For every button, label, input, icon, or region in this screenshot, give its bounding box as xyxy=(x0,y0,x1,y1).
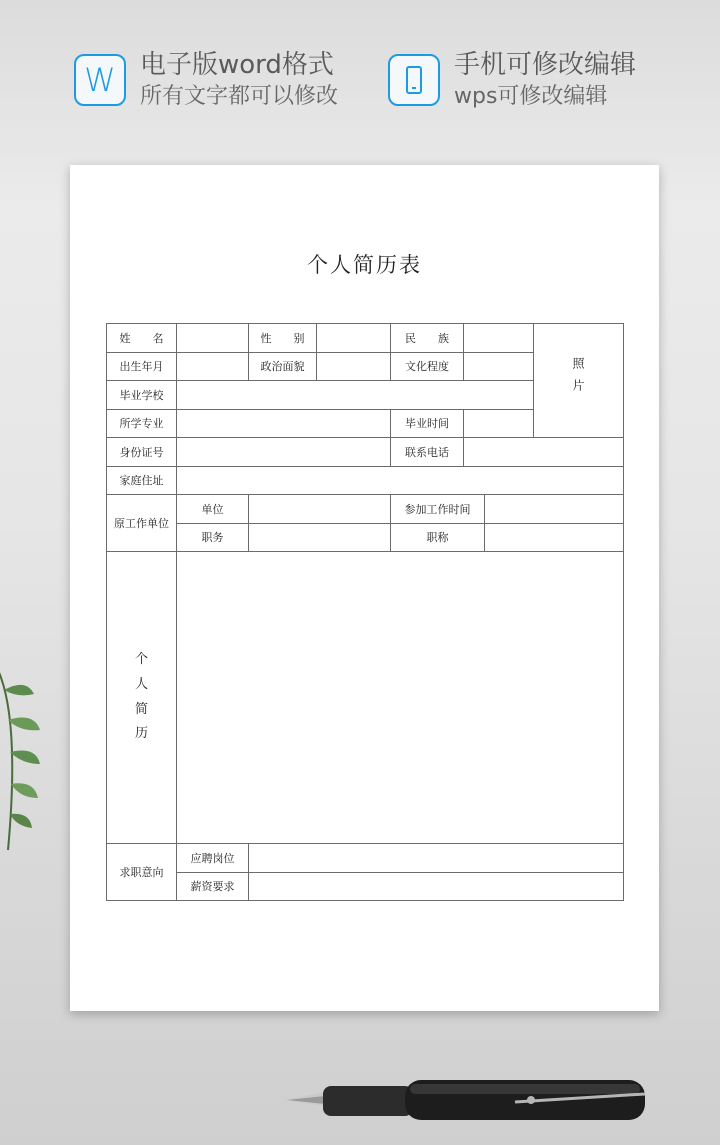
field-school[interactable] xyxy=(177,381,534,410)
field-address[interactable] xyxy=(177,466,624,495)
phone-feature-title: 手机可修改编辑 xyxy=(454,50,637,80)
field-salary[interactable] xyxy=(249,872,624,901)
field-id-number[interactable] xyxy=(177,438,391,467)
word-feature-subtitle: 所有文字都可以修改 xyxy=(140,84,339,109)
label-former-employer: 原工作单位 xyxy=(107,495,177,552)
label-title-rank: 职称 xyxy=(391,523,485,552)
field-major[interactable] xyxy=(177,409,391,438)
label-birth: 出生年月 xyxy=(107,352,177,381)
field-political[interactable] xyxy=(317,352,391,381)
field-birth[interactable] xyxy=(177,352,249,381)
feature-phone xyxy=(388,52,636,108)
field-position[interactable] xyxy=(249,844,624,873)
field-resume[interactable] xyxy=(177,552,624,844)
label-phone: 联系电话 xyxy=(391,438,464,467)
label-political: 政治面貌 xyxy=(249,352,317,381)
field-grad-time[interactable] xyxy=(464,409,534,438)
field-ethnicity[interactable] xyxy=(464,324,534,353)
label-school: 毕业学校 xyxy=(107,381,177,410)
field-work-start[interactable] xyxy=(485,495,624,524)
document-title: 个人简历表 xyxy=(307,253,422,277)
field-name[interactable] xyxy=(177,324,249,353)
label-salary: 薪资要求 xyxy=(177,872,249,901)
word-icon: W xyxy=(74,54,126,106)
resume-table xyxy=(106,323,624,901)
label-unit: 单位 xyxy=(177,495,249,524)
label-resume-text: 个人简历 xyxy=(134,652,148,742)
label-duty: 职务 xyxy=(177,523,249,552)
label-ethnicity: 民 族 xyxy=(391,324,464,353)
phone-feature-subtitle: wps可修改编辑 xyxy=(454,84,608,109)
label-major: 所学专业 xyxy=(107,409,177,438)
field-education[interactable] xyxy=(464,352,534,381)
label-work-start: 参加工作时间 xyxy=(391,495,485,524)
field-unit[interactable] xyxy=(249,495,391,524)
field-duty[interactable] xyxy=(249,523,391,552)
label-address: 家庭住址 xyxy=(107,466,177,495)
label-grad-time: 毕业时间 xyxy=(391,409,464,438)
field-phone[interactable] xyxy=(464,438,624,467)
label-position: 应聘岗位 xyxy=(177,844,249,873)
field-title-rank[interactable] xyxy=(485,523,624,552)
label-gender: 性 别 xyxy=(249,324,317,353)
photo-box[interactable] xyxy=(534,324,624,438)
label-id-number: 身份证号 xyxy=(107,438,177,467)
resume-paper xyxy=(70,165,659,1011)
label-job-intent: 求职意向 xyxy=(107,844,177,901)
field-gender[interactable] xyxy=(317,324,391,353)
feature-word xyxy=(74,52,338,108)
phone-icon xyxy=(388,54,440,106)
label-resume xyxy=(107,552,177,844)
label-photo: 照片 xyxy=(571,357,585,401)
label-education: 文化程度 xyxy=(391,352,464,381)
word-feature-title: 电子版word格式 xyxy=(140,50,334,80)
label-name: 姓 名 xyxy=(107,324,177,353)
leaf-decoration xyxy=(0,660,42,860)
pen-decoration xyxy=(285,1060,665,1130)
